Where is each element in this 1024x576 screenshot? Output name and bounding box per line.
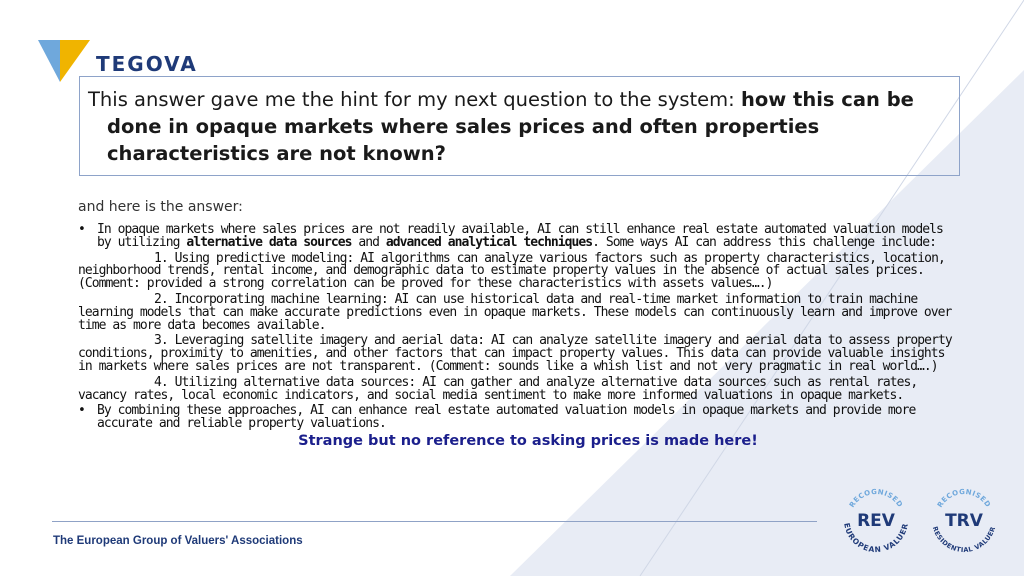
intro-text: and here is the answer: <box>78 199 243 215</box>
bullet-bold-term: alternative data sources <box>186 234 352 250</box>
rev-badge-main: REV <box>857 511 895 531</box>
answer-point <box>78 374 953 403</box>
point-text: 1. Using predictive modeling: AI algorithms can analyze various factors such as property characteristics, location, neighborhood trends, rental income, and demographic data to estimate property values in the absence of actual sales prices. (Comment: provided a strong correlation can be proved for these characteristics with assets values….) <box>78 250 945 292</box>
footer-organisation: The European Group of Valuers' Associations <box>53 535 303 547</box>
trv-badge <box>926 482 1002 558</box>
title-box <box>79 76 960 176</box>
logo-text: TEGOVA <box>96 52 198 76</box>
trv-badge-bottom-text: RESIDENTIAL VALUER <box>930 525 998 555</box>
point-text: 4. Utilizing alternative data sources: AI can gather and analyze alternative data sources such as rental rates, vacancy rates, local economic indicators, and social media sentiment to make more informed valuations in opaque markets. <box>78 374 918 403</box>
bullet-item <box>78 405 953 431</box>
rev-badge-bottom-text: EUROPEAN VALUER <box>842 522 910 555</box>
bullet-text: . Some ways AI can address this challenge include: <box>592 234 936 250</box>
slide-content <box>78 198 953 448</box>
answer-point <box>78 250 953 292</box>
bullet-bold-term: advanced analytical techniques <box>385 234 593 250</box>
answer-point <box>78 291 953 333</box>
svg-text:RECOGNISED <box>936 488 992 509</box>
title-question: how this can be done in opaque markets where sales prices and often properties characteristics are not known? <box>107 88 914 165</box>
bullet-item <box>78 224 953 250</box>
bullet-dot: • <box>78 222 85 237</box>
rev-badge <box>838 482 914 558</box>
trv-badge-top-text: RECOGNISED <box>935 487 993 509</box>
bullet-text: By combining these approaches, AI can enhance real estate automated valuation models in opaque markets and provide more accurate and reliable property valuations. <box>97 403 916 432</box>
bullet-dot: • <box>78 403 85 419</box>
point-text: 3. Leveraging satellite imagery and aerial data: AI can analyze satellite imagery and aerial data to assess property conditions, proximity to amenities, and other factors that can impact property values. This data can provide valuable insights in markets where sales prices are not transparent. (Comment: sounds like a whish list and not very pragmatic in real world….) <box>78 333 952 374</box>
bullet-text: In opaque markets where sales prices are not readily available, AI can still enhance real estate automated valuation models by utilizing <box>97 222 943 250</box>
point-text: 2. Incorporating machine learning: AI can use historical data and real-time market information to train machine learning models that can make accurate predictions even in opaque markets. These models can continuously learn and improve over time as more data becomes available. <box>78 291 952 333</box>
bullet-text: and <box>351 234 386 250</box>
svg-text:RECOGNISED <box>848 488 904 509</box>
footer-divider <box>52 521 817 522</box>
answer-point <box>78 335 953 373</box>
tegova-logo <box>38 38 198 78</box>
answer-body <box>78 224 953 448</box>
trv-badge-main: TRV <box>945 511 983 531</box>
highlight-comment: Strange but no reference to asking prices is made here! <box>298 432 758 449</box>
rev-badge-top-text: RECOGNISED <box>847 487 905 509</box>
title-lead: This answer gave me the hint for my next question to the system: <box>88 88 741 111</box>
